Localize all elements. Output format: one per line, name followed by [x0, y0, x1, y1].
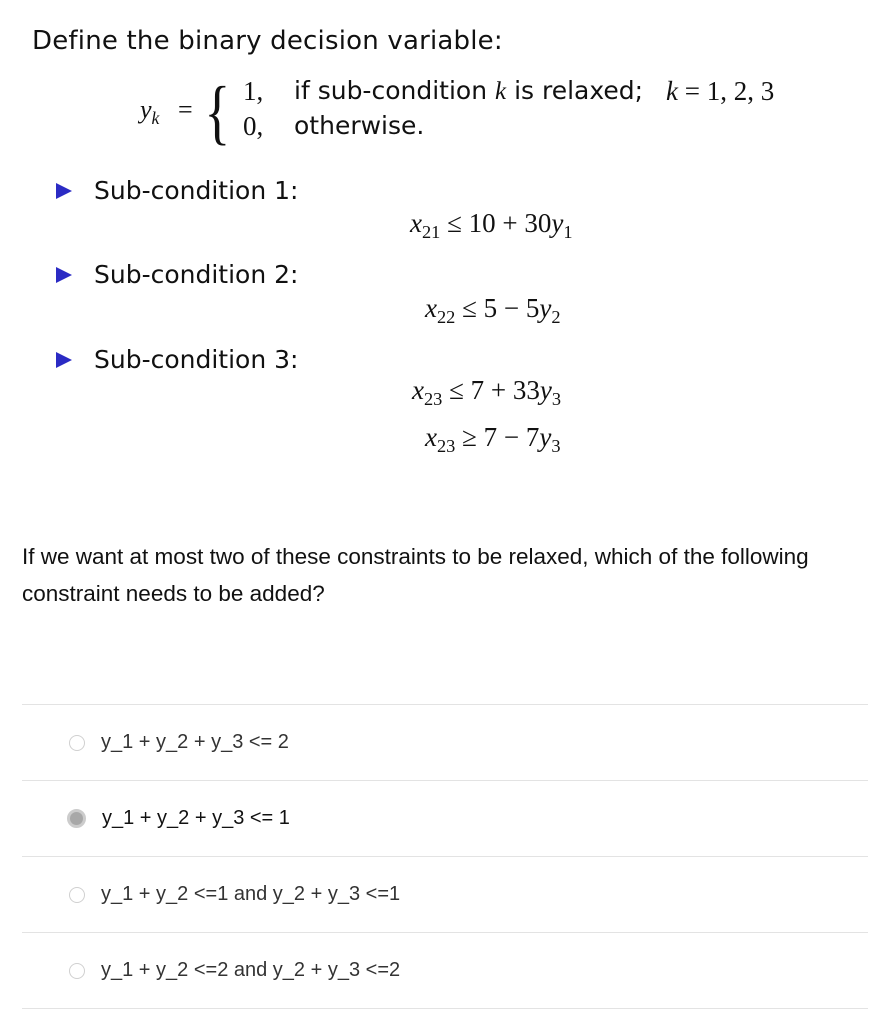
case-zero-condition: otherwise. — [294, 111, 425, 140]
left-brace: { — [204, 72, 231, 152]
answer-label: y_1 + y_2 <=1 and y_2 + y_3 <=1 — [101, 883, 401, 905]
constraint-x22: $x_{22} \le 5 - 5y_2$ — [425, 293, 561, 328]
definition-lhs: $y_k$ — [140, 95, 160, 129]
case-one-condition: if sub-condition k is relaxed; — [294, 76, 644, 105]
constraint-x23-upper: $x_{23} \le 7 + 33y_3$ — [412, 375, 562, 410]
radio-button[interactable] — [69, 963, 85, 979]
question-text: If we want at most two of these constraints to be relaxed, which of the following constraint needs to be added? — [22, 544, 809, 606]
radio-button[interactable] — [69, 887, 85, 903]
answer-option-3[interactable] — [22, 857, 868, 933]
subcondition-3 — [56, 345, 298, 374]
case-one-value: 1, — [243, 76, 264, 106]
variable-definition — [0, 0, 888, 150]
bullet-triangle-icon — [56, 352, 72, 368]
constraint-x21: $x_{21} \le 10 + 30y_1$ — [410, 208, 573, 243]
answer-option-1[interactable] — [22, 705, 868, 781]
definition-equals: = — [178, 95, 193, 124]
case-zero-value: 0, — [243, 111, 264, 141]
k-range: k = 1, 2, 3 — [666, 76, 775, 106]
slide-title: Define the binary decision variable: — [32, 26, 503, 56]
answer-list — [22, 704, 868, 1009]
constraint-x23-lower: $x_{23} \ge 7 - 7y_3$ — [425, 422, 561, 457]
answer-option-4[interactable] — [22, 933, 868, 1009]
subcondition-label: Sub-condition 2: — [94, 260, 299, 289]
radio-button[interactable] — [69, 735, 85, 751]
answer-label: y_1 + y_2 <=2 and y_2 + y_3 <=2 — [101, 959, 401, 981]
bullet-triangle-icon — [56, 183, 72, 199]
radio-button-selected[interactable] — [67, 809, 86, 828]
subcondition-label: Sub-condition 1: — [94, 176, 299, 205]
subcondition-2 — [56, 260, 298, 289]
bullet-triangle-icon — [56, 267, 72, 283]
subcondition-1 — [56, 176, 298, 205]
answer-option-2[interactable] — [22, 781, 868, 857]
answer-label: y_1 + y_2 + y_3 <= 1 — [102, 807, 290, 829]
subcondition-label: Sub-condition 3: — [94, 345, 299, 374]
answer-label: y_1 + y_2 + y_3 <= 2 — [101, 731, 289, 753]
